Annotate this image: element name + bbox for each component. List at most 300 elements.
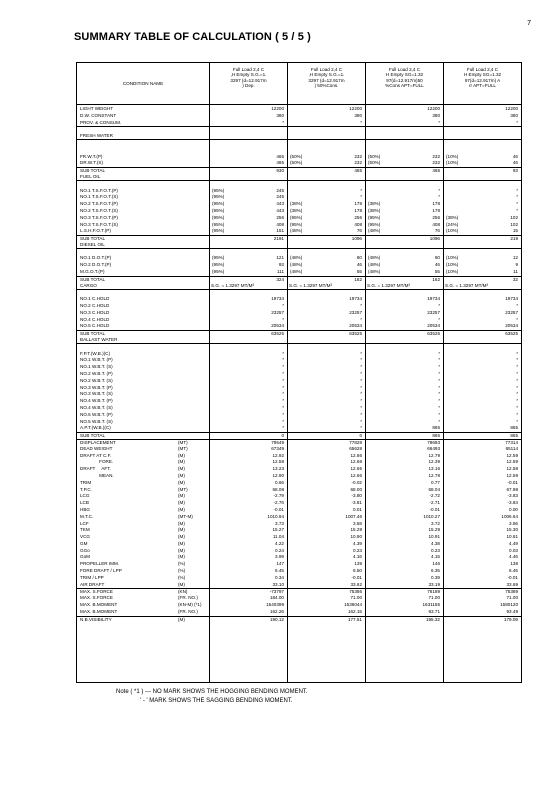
table-cell (365, 514, 443, 520)
cell-value: 865 (432, 433, 440, 439)
row-unit: (KN-M) (*1) (178, 602, 202, 608)
cell-value: 76 (434, 228, 440, 234)
table-cell (209, 337, 287, 343)
cell-value: 179.09 (503, 616, 518, 622)
table-cell (365, 405, 443, 411)
table-row (77, 371, 521, 377)
cell-value: 12.92 (272, 452, 284, 458)
table-cell (287, 323, 365, 329)
summary-table (76, 62, 522, 683)
table-cell (443, 493, 521, 499)
table-cell (209, 208, 287, 214)
fill-percent: (10%) (446, 269, 459, 275)
table-row (77, 466, 521, 472)
cell-value: * (516, 404, 518, 410)
row-label: NO.2 W.B.T. (P) (80, 371, 113, 376)
table-cell (365, 154, 443, 160)
cell-value: * (438, 316, 440, 322)
row-unit: (M) (178, 534, 185, 540)
row-label: NO.3 C.HOLD (80, 309, 110, 315)
table-cell (443, 385, 521, 391)
footnote-sagging: ' - ' MARK SHOWS THE SAGGING BENDING MOMENT. (140, 698, 293, 704)
table-cell (287, 378, 365, 384)
cell-value: 46 (356, 262, 362, 268)
cell-value: * (438, 384, 440, 390)
table-cell (209, 357, 287, 363)
fill-percent: (10%) (446, 255, 459, 261)
cell-value: * (516, 350, 518, 356)
cell-value: -0.01 (429, 506, 440, 512)
row-label: NO.2 T.S.F.O.T.(S) (80, 207, 118, 213)
cell-value: 63525 (427, 331, 440, 337)
table-cell (209, 181, 287, 187)
table-cell (443, 364, 521, 370)
cell-value: 19734 (505, 296, 518, 302)
table-cell (365, 425, 443, 431)
table-cell (443, 405, 521, 411)
table-cell (287, 351, 365, 357)
cell-value: * (282, 357, 284, 363)
cell-value: * (438, 187, 440, 193)
table-row (77, 582, 521, 588)
cell-value: * (516, 119, 518, 125)
table-cell (365, 337, 443, 343)
table-row (77, 113, 521, 119)
cell-value: 162.15 (347, 608, 362, 614)
cell-value: 865 (510, 425, 518, 431)
cell-value: 60 (356, 255, 362, 261)
table-cell (287, 120, 365, 126)
cell-value: * (438, 350, 440, 356)
table-cell (287, 575, 365, 581)
row-unit: (MT) (178, 439, 188, 445)
cell-value: 67349 (271, 445, 284, 451)
table-cell (209, 188, 287, 194)
table-cell (287, 364, 365, 370)
fill-percent: (38%) (290, 201, 303, 207)
table-cell (365, 507, 443, 513)
cell-value: 0 (359, 433, 362, 439)
table-cell (365, 269, 443, 275)
row-label: NO.1 D.O.T.(P) (80, 255, 112, 261)
table-cell (365, 412, 443, 418)
table-cell (209, 391, 287, 397)
cell-value: 1007.46 (345, 513, 362, 519)
cell-value: 184.00 (269, 595, 284, 601)
fill-percent: (48%) (290, 262, 303, 268)
cell-value: * (516, 357, 518, 363)
table-row (77, 215, 521, 221)
cell-value: * (516, 384, 518, 390)
row-label: F.P.T.(W.B.)(C) (80, 350, 111, 356)
cell-value: 138 (510, 561, 518, 567)
row-label: SUB TOTAL (80, 433, 106, 439)
cell-value: 465 (276, 160, 284, 166)
table-cell (443, 215, 521, 221)
cell-value: 93.49 (506, 608, 518, 614)
cell-value: 232 (354, 160, 362, 166)
table-cell (443, 561, 521, 567)
fill-percent: (10%) (446, 228, 459, 234)
table-cell (209, 140, 287, 146)
table-cell (287, 357, 365, 363)
table-cell (443, 303, 521, 309)
cell-value: 65114 (505, 445, 518, 451)
cell-value: * (282, 371, 284, 376)
row-label: NO.4 W.B.T. (S) (80, 404, 113, 410)
cell-value: 19734 (271, 296, 284, 302)
fill-percent: (95%) (212, 187, 225, 193)
row-unit: (M) (178, 466, 185, 472)
table-cell (365, 419, 443, 425)
table-cell (443, 425, 521, 431)
cell-value: 380 (276, 112, 284, 118)
table-cell (209, 534, 287, 540)
table-cell (443, 473, 521, 479)
cell-value: 408 (432, 221, 440, 227)
row-label: DIESEL OIL (80, 241, 105, 247)
table-cell (365, 323, 443, 329)
table-cell (365, 222, 443, 228)
table-cell (287, 296, 365, 302)
table-cell (443, 310, 521, 316)
table-cell (365, 453, 443, 459)
cell-value: 1096 (351, 236, 362, 242)
cell-value: * (282, 425, 284, 431)
table-cell (287, 480, 365, 486)
cell-value: 190.12 (269, 616, 284, 622)
fill-percent: (38%) (368, 207, 381, 213)
table-cell (287, 371, 365, 377)
fill-percent: (38%) (446, 214, 459, 220)
cell-value: 0.03 (509, 547, 518, 553)
table-cell (287, 208, 365, 214)
cell-value: * (438, 194, 440, 200)
cell-value: * (438, 411, 440, 417)
cell-value: * (516, 411, 518, 417)
table-cell (287, 283, 365, 289)
cell-value: -2.72 (429, 493, 440, 499)
cell-value: * (360, 404, 362, 410)
row-unit: (MT-M) (178, 513, 193, 519)
table-cell (209, 126, 287, 132)
header-line: rr APT=FULL (469, 83, 496, 89)
table-cell (209, 364, 287, 370)
table-cell (443, 378, 521, 384)
table-cell (365, 521, 443, 527)
table-cell (209, 222, 287, 228)
table-cell (443, 106, 521, 112)
row-unit: (M) (178, 581, 185, 587)
cell-value: 6.46 (509, 568, 518, 574)
page-number: 7 (527, 20, 531, 27)
table-cell (209, 194, 287, 200)
cell-value: * (516, 194, 518, 200)
table-cell (443, 126, 521, 132)
cell-value: 15.30 (506, 527, 518, 533)
table-cell (443, 147, 521, 153)
cell-value: * (438, 119, 440, 125)
table-cell (443, 582, 521, 588)
specific-gravity: S.G. = 1.3297 MT/M³ (367, 282, 411, 288)
fill-percent: (38%) (368, 201, 381, 207)
table-cell (287, 419, 365, 425)
row-label: LCG (80, 493, 90, 499)
table-cell (209, 575, 287, 581)
row-unit: (M) (178, 527, 185, 533)
row-label: DRAFT AFT. (80, 466, 111, 472)
table-cell (365, 527, 443, 533)
table-cell (287, 215, 365, 221)
row-unit: (M) (178, 459, 185, 465)
cell-value: 0.00 (509, 506, 518, 512)
cell-value: 12.79 (428, 452, 440, 458)
table-row (77, 595, 521, 601)
cell-value: * (438, 371, 440, 376)
table-row (77, 527, 521, 533)
cell-value: 33.10 (272, 581, 284, 587)
cell-value: 0.77 (431, 479, 440, 485)
table-cell (209, 174, 287, 180)
cell-value: 11.04 (272, 534, 284, 540)
cell-value: 1580120 (500, 602, 518, 608)
table-row (77, 405, 521, 411)
table-cell (443, 541, 521, 547)
cell-value: 12.59 (506, 472, 518, 478)
table-row (77, 323, 521, 329)
table-cell (443, 351, 521, 357)
table-cell (209, 303, 287, 309)
row-unit: (KN) (178, 589, 188, 595)
fill-percent: (50%) (368, 160, 381, 166)
cell-value: 33.69 (506, 581, 518, 587)
row-label: NO.2 D.O.T.(P) (80, 262, 112, 268)
table-cell (287, 344, 365, 350)
cell-value: -3.81 (351, 500, 362, 506)
row-label: T.P.C. (80, 486, 92, 492)
cell-value: 177.51 (347, 616, 362, 622)
table-cell (209, 317, 287, 323)
table-cell (287, 154, 365, 160)
fill-percent: (95%) (212, 255, 225, 261)
cell-value: 75389 (505, 589, 518, 595)
header-line: ,H Empty S.G.=1. (308, 72, 345, 78)
header-line: ) 50%Cons. (314, 83, 339, 89)
table-cell (209, 419, 287, 425)
row-label: TRIM (80, 479, 92, 485)
cell-value: 12.78 (428, 472, 440, 478)
table-cell (209, 507, 287, 513)
row-unit: (FR. NO.) (178, 608, 198, 614)
table-cell (209, 425, 287, 431)
cell-value: -2.79 (273, 493, 284, 499)
cell-value: 1096 (429, 236, 440, 242)
row-label: LCF (80, 520, 89, 526)
header-line: ) Dep. (242, 83, 255, 89)
table-row (77, 554, 521, 560)
header-line: Full Load 2,4 C (388, 67, 421, 72)
table-cell (287, 466, 365, 472)
cell-value: 13.23 (272, 466, 284, 472)
cell-value: 195.32 (425, 616, 440, 622)
cell-value: 23257 (349, 309, 362, 315)
specific-gravity: S.G. = 1.3297 MT/M³ (289, 282, 333, 288)
cell-value: 151 (276, 228, 284, 234)
table-row (77, 296, 521, 302)
table-row (77, 378, 521, 384)
table-cell (443, 617, 521, 623)
row-unit: (%) (178, 568, 186, 574)
table-cell (287, 385, 365, 391)
cell-value: 76189 (427, 589, 440, 595)
table-row (77, 269, 521, 275)
table-cell (209, 160, 287, 166)
row-label: NO.4 W.B.T. (P) (80, 398, 113, 404)
cell-value: 63525 (505, 331, 518, 337)
table-cell (209, 351, 287, 357)
table-cell (443, 255, 521, 261)
table-cell (209, 154, 287, 160)
table-cell (443, 208, 521, 214)
table-cell (287, 201, 365, 207)
table-cell (287, 473, 365, 479)
cell-value: * (516, 418, 518, 424)
table-cell (287, 493, 365, 499)
table-cell (365, 609, 443, 615)
row-label: FORE DRAFT / LPP (80, 568, 122, 574)
table-row (77, 357, 521, 363)
table-row (77, 249, 521, 255)
table-row (77, 602, 521, 608)
cell-value: 79549 (271, 439, 284, 445)
cell-value: -3.80 (351, 493, 362, 499)
cell-value: -2.71 (429, 500, 440, 506)
cell-value: 20534 (349, 323, 362, 329)
table-cell (287, 303, 365, 309)
table-cell (209, 412, 287, 418)
table-cell (287, 174, 365, 180)
cell-value: * (360, 398, 362, 404)
cell-value: * (282, 303, 284, 309)
table-cell (443, 480, 521, 486)
table-cell (209, 120, 287, 126)
cell-value: 6.45 (275, 568, 284, 574)
cell-value: 23257 (427, 309, 440, 315)
cell-value: 1010.94 (267, 513, 284, 519)
table-cell (365, 228, 443, 234)
row-unit: (MT) (178, 445, 188, 451)
table-cell (287, 548, 365, 554)
table-cell (287, 106, 365, 112)
cell-value: * (438, 303, 440, 309)
row-unit: (M) (178, 479, 185, 485)
table-cell (287, 561, 365, 567)
cell-value: 4.22 (275, 540, 284, 546)
cell-value: 12 (512, 255, 518, 261)
cell-value: * (360, 411, 362, 417)
cell-value: 19734 (349, 296, 362, 302)
table-cell (365, 617, 443, 623)
table-row (77, 208, 521, 214)
table-row (77, 541, 521, 547)
row-label: L.S.H.F.O.T.(P) (80, 228, 111, 234)
row-label: NO.2 T.S.F.O.T.(P) (80, 201, 118, 207)
table-cell (365, 133, 443, 139)
cell-value: * (282, 384, 284, 390)
table-cell (209, 344, 287, 350)
row-label: LCB (80, 500, 89, 506)
table-cell (209, 371, 287, 377)
table-cell (365, 289, 443, 295)
table-cell (209, 453, 287, 459)
cell-value: 111 (277, 269, 284, 275)
header-line: H Empty SG=1.32 (463, 72, 502, 78)
row-label: SUB TOTAL (80, 168, 106, 174)
fill-percent: (95%) (212, 194, 225, 200)
cell-value: 67.98 (506, 486, 518, 492)
table-row (77, 514, 521, 520)
cell-value: 15.29 (428, 527, 440, 533)
row-label: PROPELLER IMM. (80, 561, 120, 567)
cell-value: * (438, 404, 440, 410)
header-line: Full Load 2,4 C (310, 67, 343, 72)
cell-value: 12.39 (428, 459, 440, 465)
table-row (77, 147, 521, 153)
table-cell (287, 487, 365, 493)
cell-value: 23257 (271, 309, 284, 315)
table-cell (443, 548, 521, 554)
row-label: TKM (80, 527, 90, 533)
row-label: FR.W.T.(P) (80, 153, 103, 159)
cell-value: 465 (354, 168, 362, 174)
cell-value: 15 (512, 228, 518, 234)
cell-value: 0 (281, 433, 284, 439)
fill-percent: (95%) (368, 221, 381, 227)
table-cell (209, 527, 287, 533)
table-cell (287, 222, 365, 228)
cell-value: 93 (278, 262, 284, 268)
table-row (77, 561, 521, 567)
row-label: NO.4 C.HOLD (80, 316, 110, 322)
row-unit: (M) (178, 472, 185, 478)
cell-value: * (438, 357, 440, 363)
table-cell (209, 548, 287, 554)
table-cell (287, 289, 365, 295)
table-row (77, 398, 521, 404)
table-cell (365, 296, 443, 302)
table-cell (287, 317, 365, 323)
cell-value: -3.83 (507, 493, 518, 499)
table-cell (443, 140, 521, 146)
table-cell (287, 412, 365, 418)
cell-value: 20534 (271, 323, 284, 329)
fill-percent: (95%) (212, 214, 225, 220)
table-cell (365, 310, 443, 316)
cell-value: 865 (432, 425, 440, 431)
table-row (77, 473, 521, 479)
table-cell (365, 181, 443, 187)
header-line: 97(d=12.917m)50 (386, 77, 423, 83)
cell-value: * (360, 357, 362, 363)
table-cell (443, 160, 521, 166)
row-label: NO.1 W.B.T. (P) (80, 357, 113, 363)
cell-value: 102 (510, 214, 518, 220)
table-cell (287, 507, 365, 513)
table-cell (443, 412, 521, 418)
cell-value: -0.01 (273, 506, 284, 512)
row-label: NO.1 C.HOLD (80, 296, 110, 302)
cell-value: 3.73 (275, 520, 284, 526)
